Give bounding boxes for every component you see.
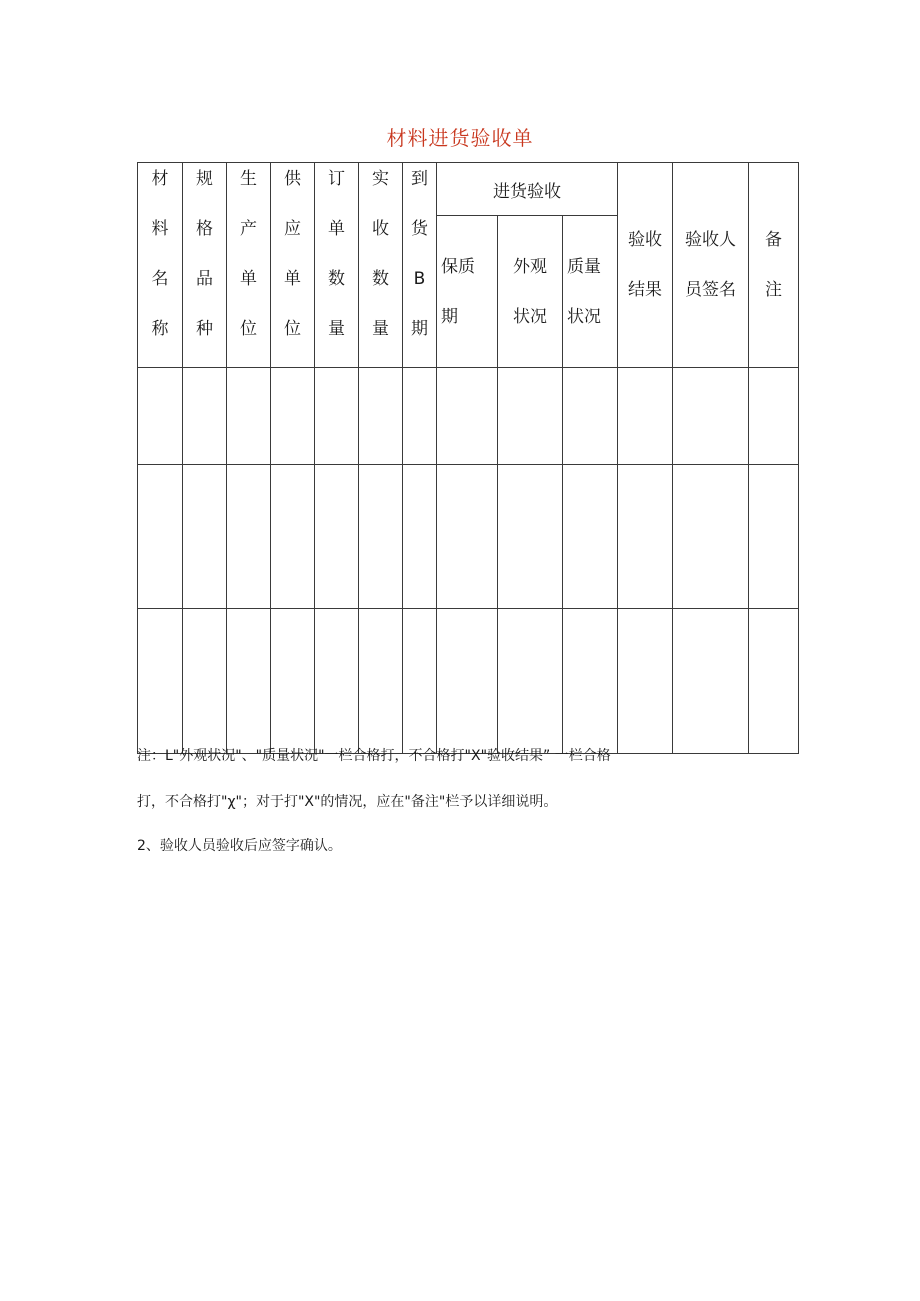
table-cell[interactable] <box>673 368 749 465</box>
table-cell[interactable] <box>359 465 403 609</box>
table-row <box>138 368 799 465</box>
header-order-qty: 订 单 数 量 <box>315 163 359 368</box>
header-supplier: 供 应 单 位 <box>271 163 315 368</box>
table-cell[interactable] <box>359 609 403 754</box>
table-cell[interactable] <box>183 368 227 465</box>
header-spec: 规 格 品 种 <box>183 163 227 368</box>
header-quality: 质量 状况 <box>563 216 618 368</box>
table-cell[interactable] <box>138 368 183 465</box>
inspection-table <box>137 162 799 754</box>
table-cell[interactable] <box>315 368 359 465</box>
table-cell[interactable] <box>618 368 673 465</box>
table-cell[interactable] <box>315 465 359 609</box>
table-cell[interactable] <box>403 609 437 754</box>
table-cell[interactable] <box>183 609 227 754</box>
table-cell[interactable] <box>673 465 749 609</box>
table-cell[interactable] <box>563 465 618 609</box>
table-cell[interactable] <box>618 609 673 754</box>
header-inspection-group: 进货验收 <box>437 163 618 216</box>
table-cell[interactable] <box>563 609 618 754</box>
table-cell[interactable] <box>749 368 799 465</box>
table-cell[interactable] <box>227 465 271 609</box>
header-arrival-date: 到 货 B 期 <box>403 163 437 368</box>
note-line-3: 2、验收人员验收后应签字确认。 <box>137 838 342 854</box>
table-row <box>138 465 799 609</box>
table-cell[interactable] <box>359 368 403 465</box>
table-cell[interactable] <box>227 609 271 754</box>
table-cell[interactable] <box>618 465 673 609</box>
table-cell[interactable] <box>271 609 315 754</box>
table-cell[interactable] <box>498 465 563 609</box>
header-result: 验收 结果 <box>618 163 673 368</box>
table-cell[interactable] <box>271 368 315 465</box>
note-line-1: 注：L"外观状况"、"质量状况"一栏合格打，不合格打"X"验收结果” 一栏合格 <box>137 748 611 764</box>
table-cell[interactable] <box>563 368 618 465</box>
table-cell[interactable] <box>498 368 563 465</box>
table-cell[interactable] <box>315 609 359 754</box>
table-cell[interactable] <box>227 368 271 465</box>
table-cell[interactable] <box>437 368 498 465</box>
table-cell[interactable] <box>673 609 749 754</box>
header-inspector: 验收人 员签名 <box>673 163 749 368</box>
table-cell[interactable] <box>183 465 227 609</box>
header-received-qty: 实 收 数 量 <box>359 163 403 368</box>
table-cell[interactable] <box>138 609 183 754</box>
table-cell[interactable] <box>749 609 799 754</box>
table-cell[interactable] <box>437 609 498 754</box>
table-cell[interactable] <box>403 465 437 609</box>
header-material-name: 材 料 名 称 <box>138 163 183 368</box>
page-title: 材料进货验收单 <box>386 126 534 150</box>
note-line-2: 打，不合格打"χ"；对于打"X"的情况，应在"备注"栏予以详细说明。 <box>137 794 558 810</box>
table-cell[interactable] <box>437 465 498 609</box>
table-row <box>138 609 799 754</box>
table-cell[interactable] <box>138 465 183 609</box>
header-shelf-life: 保质 期 <box>437 216 498 368</box>
header-appearance: 外观 状况 <box>498 216 563 368</box>
table-cell[interactable] <box>271 465 315 609</box>
table-cell[interactable] <box>498 609 563 754</box>
table-cell[interactable] <box>403 368 437 465</box>
table-cell[interactable] <box>749 465 799 609</box>
header-remarks: 备 注 <box>749 163 799 368</box>
header-producer: 生 产 单 位 <box>227 163 271 368</box>
